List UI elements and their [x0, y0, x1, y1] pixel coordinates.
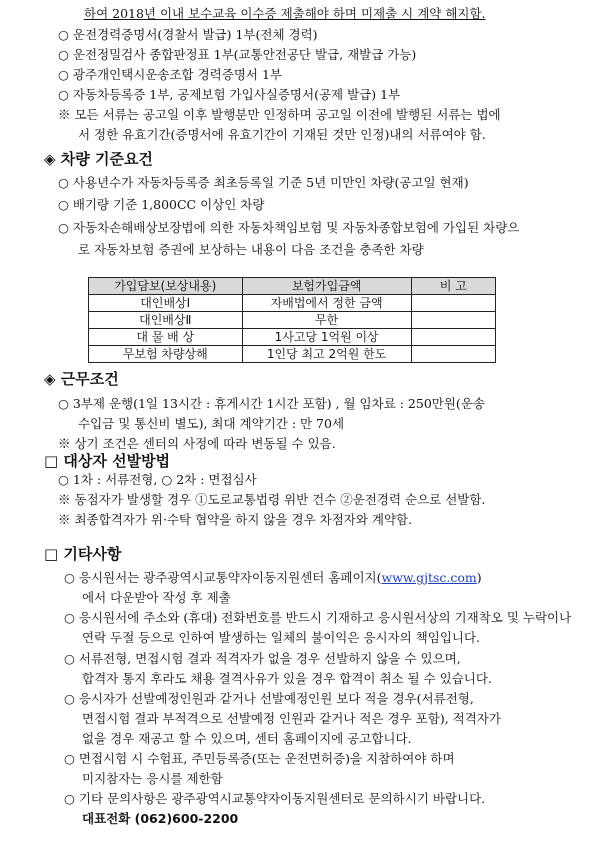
vehicle-item: 로 자동차보험 증권에 보상하는 내용이 다음 조건을 충족한 차량	[78, 242, 424, 257]
table-cell: 무한	[242, 312, 411, 329]
vehicle-item: ○ 사용년수가 자동차등록증 최초등록일 기준 5년 미만인 차량(공고일 현재)	[58, 175, 469, 190]
table-row	[89, 312, 496, 329]
other-line: ○ 서류전형, 면접시험 결과 적격자가 없을 경우 선발하지 않을 수 있으며,	[64, 651, 461, 666]
documents-note: 서 정한 유효기간(증명서에 유효기간이 기재된 것만 인정)내의 서류여야 함.	[78, 127, 486, 142]
table-cell: 대인배상Ⅰ	[89, 295, 243, 312]
work-line: ※ 상기 조건은 센터의 사정에 따라 변동될 수 있음.	[58, 436, 336, 451]
table-cell: 자배법에서 정한 금액	[242, 295, 411, 312]
section-heading-work: ◈ 근무조건	[44, 370, 119, 388]
table-cell: 대인배상Ⅱ	[89, 312, 243, 329]
section-heading-selection: □ 대상자 선발방법	[44, 452, 171, 470]
selection-line: ※ 최종합격자가 위·수탁 협약을 하지 않을 경우 차점자와 계약함.	[58, 512, 413, 527]
table-cell: 대 물 배 상	[89, 329, 243, 346]
table-cell	[411, 329, 495, 346]
table-cell	[411, 312, 495, 329]
other-line: ○ 응시원서에 주소와 (휴대) 전화번호를 반드시 기재하고 응시원서상의 기재착오 및 누락이나	[64, 610, 572, 625]
table-row	[89, 295, 496, 312]
document-item: ○ 자동차등록증 1부, 공제보험 가입사실증명서(공제 발급) 1부	[58, 87, 401, 102]
table-header-row	[89, 278, 496, 295]
table-row	[89, 329, 496, 346]
coverage-table	[88, 277, 496, 363]
document-item: ○ 광주개인택시운송조합 경력증명서 1부	[58, 67, 282, 82]
top-notice: 하여 2018년 이내 보수교육 이수증 제출해야 하며 미제출 시 계약 해지함.	[84, 6, 486, 21]
table-header: 가입담보(보상내용)	[89, 278, 243, 295]
section-heading-other: □ 기타사항	[44, 545, 122, 563]
document-item: ○ 운전경력증명서(경찰서 발급) 1부(전체 경력)	[58, 27, 318, 42]
other-line: 에서 다운받아 작성 후 제출	[82, 590, 231, 605]
work-line: ○ 3부제 운행(1일 13시간 : 휴게시간 1시간 포함) , 월 임차료 : 250만원(운송	[58, 396, 485, 411]
other-line: 합격자 통지 후라도 채용 결격사유가 있을 경우 합격이 취소 될 수 있습니다.	[82, 671, 492, 686]
table-header: 비 고	[411, 278, 495, 295]
table-header: 보험가입금액	[242, 278, 411, 295]
section-heading-vehicle: ◈ 차량 기준요건	[44, 150, 153, 168]
table-row	[89, 346, 496, 363]
homepage-link[interactable]: www.gjtsc.com	[381, 570, 477, 585]
other-line: 없을 경우 재공고 할 수 있으며, 센터 홈페이지에 공고합니다.	[82, 731, 412, 746]
table-cell: 1사고당 1억원 이상	[242, 329, 411, 346]
other-line: 면접시험 결과 부적격으로 선발예정 인원과 같거나 적은 경우 포함), 적격자가	[82, 711, 501, 726]
vehicle-item: ○ 배기량 기준 1,800CC 이상인 차량	[58, 197, 265, 212]
selection-line: ○ 1차 : 서류전형, ○ 2차 : 면접심사	[58, 472, 257, 487]
other-line: ○ 응시자가 선발예정인원과 같거나 선발예정인원 보다 적을 경우(서류전형,	[64, 691, 474, 706]
selection-line: ※ 동점자가 발생할 경우 ①도로교통법령 위반 건수 ②운전경력 순으로 선발함.	[58, 492, 486, 507]
apply-suffix: )	[476, 570, 482, 585]
other-line-apply	[64, 570, 482, 586]
other-line: ○ 기타 문의사항은 광주광역시교통약자이동지원센터로 문의하시기 바랍니다.	[64, 791, 486, 806]
apply-text: ○ 응시원서는 광주광역시교통약자이동지원센터 홈페이지(	[64, 570, 382, 585]
documents-note: ※ 모든 서류는 공고일 이후 발행분만 인정하며 공고일 이전에 발행된 서류는 법에	[58, 107, 501, 122]
table-cell	[411, 346, 495, 363]
other-line: ○ 면접시험 시 수험표, 주민등록증(또는 운전면허증)을 지참하여야 하며	[64, 751, 455, 766]
work-line: 수입금 및 통신비 별도), 최대 계약기간 : 만 70세	[78, 416, 345, 431]
table-cell: 무보험 차량상해	[89, 346, 243, 363]
document-item: ○ 운전정밀검사 종합판정표 1부(교통안전공단 발급, 재발급 가능)	[58, 47, 417, 62]
other-line: 미지참자는 응시를 제한함	[82, 771, 223, 786]
table-cell: 1인당 최고 2억원 한도	[242, 346, 411, 363]
other-line: 연락 두절 등으로 인하여 발생하는 일체의 불이익은 응시자의 책임입니다.	[82, 630, 481, 645]
table-cell	[411, 295, 495, 312]
vehicle-item: ○ 자동차손해배상보장법에 의한 자동차책임보험 및 자동차종합보험에 가입된 차량으	[58, 220, 520, 235]
phone-number: 대표전화 (062)600-2200	[82, 811, 239, 826]
